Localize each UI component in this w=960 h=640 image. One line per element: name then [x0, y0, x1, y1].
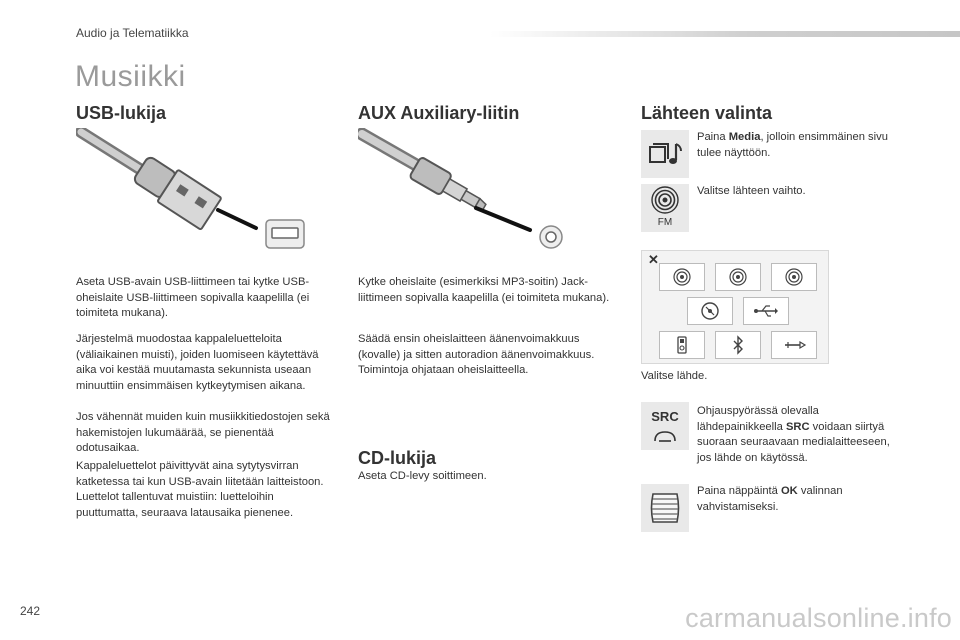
- step5-text-post: valinnan vahvistamiseksi.: [697, 485, 843, 513]
- step5-text-pre: Paina näppäintä: [697, 485, 781, 497]
- ok-dial-icon: [641, 484, 689, 532]
- bluetooth-icon: [716, 332, 760, 358]
- steering-wheel-control-icon: [651, 429, 679, 443]
- source-tile-radio-1[interactable]: [659, 263, 705, 291]
- ok-key-label: OK: [780, 485, 798, 497]
- aux-paragraph-1: Kytke oheislaite (esimerkiksi MP3-soitin) Jack-liittimeen sopivalla kaapelilla (ei toimiteta mukana).: [358, 276, 610, 304]
- jack-plug-illustration: [358, 128, 570, 256]
- step3-text: Valitse lähde.: [641, 370, 708, 382]
- aux-jack-icon: [772, 332, 816, 358]
- media-key-label: Media: [728, 131, 761, 143]
- close-icon[interactable]: ✕: [648, 252, 659, 267]
- src-label: SRC: [651, 409, 679, 424]
- source-tile-cd[interactable]: [687, 297, 733, 325]
- source-tile-aux[interactable]: [771, 331, 817, 359]
- usb-plug-illustration: [76, 128, 312, 256]
- radio-icon: [716, 264, 760, 290]
- usb-heading: USB-lukija: [76, 103, 167, 123]
- fm-label: FM: [657, 217, 673, 228]
- usb-paragraph-3: Jos vähennät muiden kuin musiikkitiedostojen sekä hakemistojen lukumäärää, se pienentää odotusaikaa.: [76, 411, 330, 455]
- media-player-icon: [660, 332, 704, 358]
- source-heading: Lähteen valinta: [641, 103, 773, 123]
- media-button[interactable]: [641, 130, 689, 178]
- source-tile-radio-3[interactable]: [771, 263, 817, 291]
- cd-icon: [688, 298, 732, 324]
- step4-text-post: voidaan siirtyä suoraan seuraavaan medialaitteeseen, jos lähde on käytössä.: [697, 420, 890, 464]
- step2-text: Valitse lähteen vaihto.: [697, 185, 806, 197]
- source-tile-radio-2[interactable]: [715, 263, 761, 291]
- src-key-label: SRC: [785, 420, 810, 433]
- header-divider: [490, 31, 960, 37]
- usb-paragraph-4: Kappaleluettelot päivittyvät aina sytytysvirran katketessa tai kun USB-avain liitetään laitteistoon. Luettelot tallentuvat muistiin: luetteloihin puuttumatta, seuraava latausaika pienenee.: [76, 460, 324, 519]
- usb-icon: [744, 298, 788, 324]
- cd-heading: CD-lukija: [358, 448, 437, 468]
- page-title: Musiikki: [75, 60, 186, 93]
- usb-paragraph-1: Aseta USB-avain USB-liittimeen tai kytke USB-oheislaite USB-liittimeen sopivalla kaapelilla (ei toimiteta mukana).: [76, 276, 310, 320]
- source-tile-bluetooth[interactable]: [715, 331, 761, 359]
- source-tile-usb[interactable]: [743, 297, 789, 325]
- usb-paragraph-2: Järjestelmä muodostaa kappaleluetteloita (väliaikainen muisti), joiden luomiseen käytettävä aika voi kestää muutamasta sekunnista useaan minuuttiin ensimmäisen kytkeytymisen aikana.: [76, 333, 319, 392]
- media-icon: [641, 130, 689, 178]
- aux-paragraph-2: Säädä ensin oheislaitteen äänenvoimakkuus (kovalle) ja sitten autoradion äänenvoimakkuus. Toimintoja ohjataan oheislaitteella.: [358, 333, 595, 377]
- step4-text-pre: Ohjauspyörässä olevalla lähdepainikkeella: [697, 405, 819, 433]
- ok-button[interactable]: [641, 484, 689, 532]
- section-label: Audio ja Telematiikka: [76, 26, 189, 40]
- aux-heading: AUX Auxiliary-liitin: [358, 103, 520, 123]
- cd-paragraph-1: Aseta CD-levy soittimeen.: [358, 470, 487, 482]
- step1-text-pre: Paina: [697, 131, 729, 143]
- page-number: 242: [20, 604, 41, 618]
- src-button[interactable]: [641, 402, 689, 450]
- source-tile-media-player[interactable]: [659, 331, 705, 359]
- step1-text-post: , jolloin ensimmäinen sivu tulee näyttöön.: [697, 131, 888, 159]
- radio-antenna-icon: [641, 184, 689, 218]
- fm-button[interactable]: [641, 184, 689, 232]
- watermark: carmanualsonline.info: [685, 603, 952, 633]
- radio-icon: [660, 264, 704, 290]
- source-selection-screen: [641, 250, 829, 364]
- radio-icon: [772, 264, 816, 290]
